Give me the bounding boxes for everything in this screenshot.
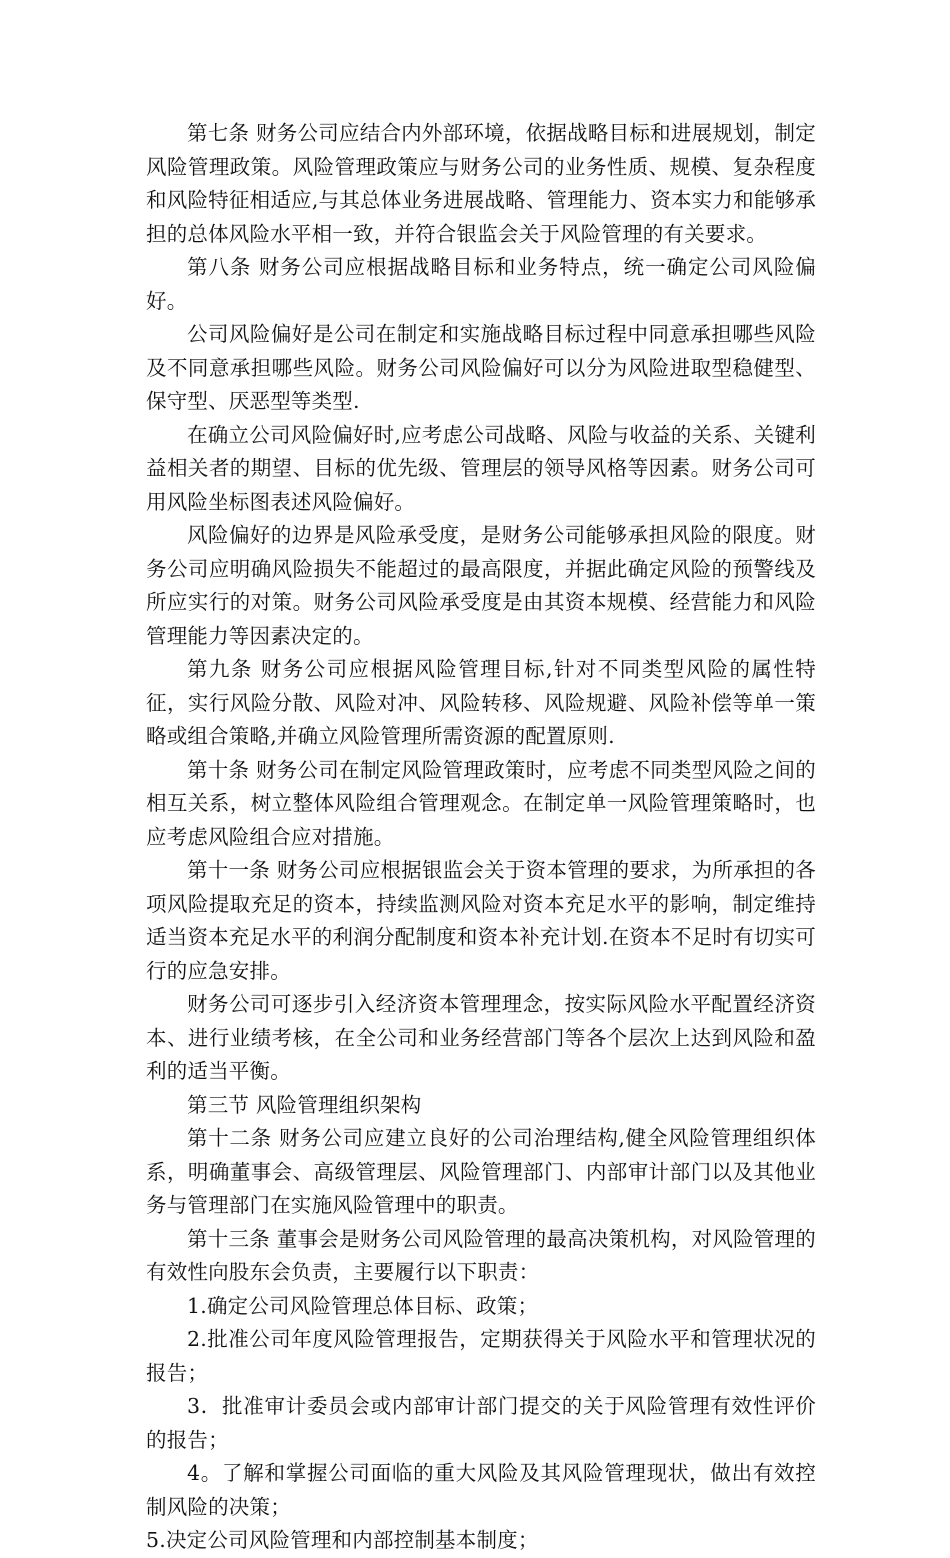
paragraph-risk-appetite-factors: 在确立公司风险偏好时,应考虑公司战略、风险与收益的关系、关键利益相关者的期望、目标的优先级、管理层的领导风格等因素。财务公司可用风险坐标图表述风险偏好。 — [146, 422, 816, 514]
paragraph-article-12: 第十二条 财务公司应建立良好的公司治理结构,健全风险管理组织体系，明确董事会、高级管理层、风险管理部门、内部审计部门以及其他业务与管理部门在实施风险管理中的职责。 — [146, 1126, 816, 1217]
paragraph-article-11: 第十一条 财务公司应根据银监会关于资本管理的要求，为所承担的各项风险提取充足的资本，持续监测风险对资本充足水平的影响，制定维持适当资本充足水平的利润分配制度和资本补充计划.在资本不足时有切实可行的应急安排。 — [146, 858, 816, 983]
paragraph-article-10: 第十条 财务公司在制定风险管理政策时，应考虑不同类型风险之间的相互关系，树立整体风险组合管理观念。在制定单一风险管理策略时，也应考虑风险组合应对措施。 — [146, 757, 816, 849]
list-item-duty-3: 3．批准审计委员会或内部审计部门提交的关于风险管理有效性评价的报告； — [146, 1394, 816, 1452]
list-item-duty-1: 1.确定公司风险管理总体目标、政策； — [187, 1293, 539, 1318]
list-item-duty-4: 4。了解和掌握公司面临的重大风险及其风险管理现状，做出有效控制风险的决策； — [146, 1461, 816, 1519]
list-item-duty-5: 5.决定公司风险管理和内部控制基本制度； — [146, 1528, 539, 1552]
paragraph-article-13: 第十三条 董事会是财务公司风险管理的最高决策机构，对风险管理的有效性向股东会负责，主要履行以下职责： — [146, 1226, 816, 1284]
paragraph-risk-appetite-definition: 公司风险偏好是公司在制定和实施战略目标过程中同意承担哪些风险及不同意承担哪些风险。财务公司风险偏好可以分为风险进取型稳健型、保守型、厌恶型等类型. — [146, 322, 816, 413]
paragraph-economic-capital: 财务公司可逐步引入经济资本管理理念，按实际风险水平配置经济资本、进行业绩考核，在全公司和业务经营部门等各个层次上达到风险和盈利的适当平衡。 — [146, 992, 816, 1083]
paragraph-article-7: 第七条 财务公司应结合内外部环境，依据战略目标和进展规划，制定风险管理政策。风险管理政策应与财务公司的业务性质、规模、复杂程度和风险特征相适应,与其总体业务进展战略、管理能力、资本实力和能够承担的总体风险水平相一致，并符合银监会关于风险管理的有关要求。 — [146, 121, 816, 246]
section-heading-3: 第三节 风险管理组织架构 — [187, 1092, 422, 1117]
paragraph-article-8: 第八条 财务公司应根据战略目标和业务特点，统一确定公司风险偏好。 — [146, 255, 816, 313]
document-page — [146, 117, 816, 1558]
list-item-duty-2: 2.批准公司年度风险管理报告，定期获得关于风险水平和管理状况的报告； — [146, 1327, 816, 1385]
paragraph-risk-tolerance: 风险偏好的边界是风险承受度，是财务公司能够承担风险的限度。财务公司应明确风险损失不能超过的最高限度，并据此确定风险的预警线及所应实行的对策。财务公司风险承受度是由其资本规模、经营能力和风险管理能力等因素决定的。 — [146, 523, 816, 648]
paragraph-article-9: 第九条 财务公司应根据风险管理目标,针对不同类型风险的属性特征，实行风险分散、风险对冲、风险转移、风险规避、风险补偿等单一策略或组合策略,并确立风险管理所需资源的配置原则. — [146, 657, 816, 748]
